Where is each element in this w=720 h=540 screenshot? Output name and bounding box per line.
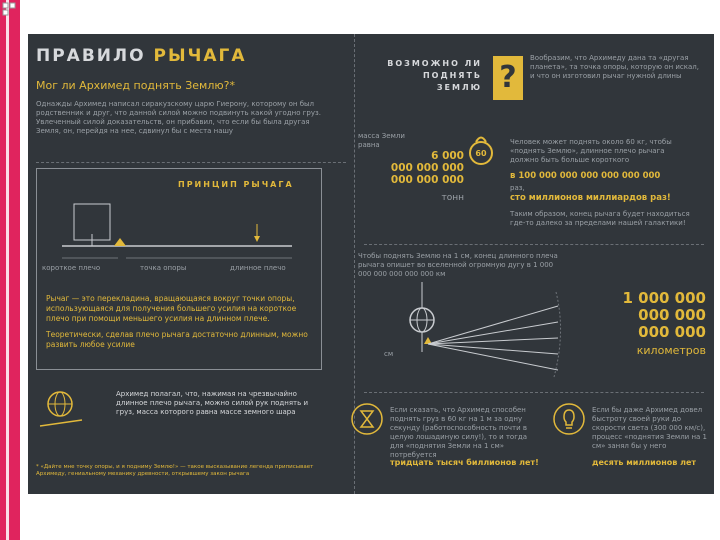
label-pivot: точка опоры <box>140 264 187 272</box>
hundred-million-text: сто миллионов миллиардов раз! <box>510 193 671 203</box>
times-prefix: в <box>510 171 516 181</box>
time-text: Если сказать, что Архимед способен поднять груз в 60 кг на 1 м за одну секунду (работоспособность почти в целую лошадиную силу!), то и тогда для «поднятия Земли на 1 см» потребуется <box>390 406 528 459</box>
possible-line-3: ЗЕМЛЮ <box>436 83 482 92</box>
mass-line-2: 000 000 000 <box>390 162 464 174</box>
km-line-2: 000 000 <box>638 306 706 324</box>
mass-line-1: 6 000 <box>431 150 464 162</box>
corner-squares-icon <box>2 2 16 16</box>
mass-unit: тонн <box>441 193 464 203</box>
left-divider-1 <box>36 162 346 163</box>
light-text: Если бы даже Архимед довел быстроту своей руки до скорости света (300 000 км/с), процесс «поднятия Земли на 1 см» занял бы у него <box>592 406 707 450</box>
km-line-1: 1 000 000 <box>622 289 706 307</box>
lever-theory: Теоретически, сделав плечо рычага достаточно длинным, можно развить любое усилие <box>46 330 308 349</box>
km-unit: километров <box>636 344 706 357</box>
lever-definition: Рычаг — это перекладина, вращающаяся вокруг точки опоры, использующаяся для получения большего усилия на короткое плечо при помощи меньшего усилия на длинном плече. <box>46 294 297 323</box>
lift-1cm-text: Чтобы поднять Землю на 1 см, конец длинного плеча рычага опишет во вселенной огромную дугу в 1 000 000 000 000 000 000 км <box>358 252 558 278</box>
lever-diagram <box>42 194 312 274</box>
globe-lever-icon <box>38 386 84 432</box>
left-accent-bar <box>0 0 20 540</box>
possible-line-2: ПОДНЯТЬ <box>422 71 482 80</box>
title-part-a: ПРАВИЛО <box>36 46 146 66</box>
time-result: тридцать тысяч биллионов лет! <box>390 458 539 467</box>
hourglass-icon <box>350 402 384 436</box>
km-line-3: 000 000 <box>638 323 706 341</box>
times-suffix: раз, <box>510 184 525 192</box>
mass-line-3: 000 000 000 <box>390 174 464 186</box>
light-result: десять миллионов лет <box>592 458 697 467</box>
footnote: * «Дайте мне точку опоры, и я подниму Землю!» — такое высказывание легенда приписывает Архимеду, гениальному механику древности, открывшему закон рычага <box>36 464 314 477</box>
imagine-text: Вообразим, что Архимеду дана та «другая планета», та точка опоры, которую он искал, и что он изготовил рычаг нужной длины <box>530 54 699 80</box>
possible-heading <box>372 58 482 94</box>
infographic-poster <box>28 34 714 494</box>
right-divider-2 <box>364 392 704 393</box>
earth-mass-value <box>356 150 464 186</box>
accent-stripe <box>6 0 9 540</box>
poster-title <box>36 46 247 66</box>
label-long-arm: длинное плечо <box>230 264 286 272</box>
times-number: 100 000 000 000 000 000 000 <box>518 171 661 181</box>
weight-badge: 60 <box>475 149 487 158</box>
archimedes-note: Архимед полагал, что, нажимая на чрезвычайно длинное плечо рычага, можно силой рук поднять и груз, масса которого равна массе земного шара <box>116 390 309 416</box>
lever-arc-diagram <box>368 282 558 382</box>
possible-line-1: ВОЗМОЖНО ЛИ <box>387 59 482 68</box>
km-value <box>556 290 706 341</box>
right-divider-1 <box>364 244 704 245</box>
title-part-b: РЫЧАГА <box>153 46 247 66</box>
principle-title: ПРИНЦИП РЫЧАГА <box>178 180 294 189</box>
lightbulb-icon <box>552 402 586 436</box>
mass-label: масса Земли равна <box>358 132 405 149</box>
galaxy-text: Таким образом, конец рычага будет находиться где-то далеко за пределами нашей галактики! <box>510 210 690 227</box>
cm-label: см <box>384 350 394 358</box>
label-short-arm: короткое плечо <box>42 264 101 272</box>
question-mark-icon: ? <box>493 56 523 100</box>
poster-subtitle: Мог ли Архимед поднять Землю?* <box>36 79 235 92</box>
times-line <box>510 172 710 181</box>
intro-text: Однажды Архимед написал сиракузскому царю Гиерону, которому он был родственник и друг, что данной силой можно подвинуть какой угодно груз. Увлеченный силой доказательств, он прибавил, что если бы была другая Земля, он, перейдя на нее, сдвинул бы с места нашу <box>36 100 321 135</box>
person-text: Человек может поднять около 60 кг, чтобы «поднять Землю», длинное плечо рычага должно быть больше короткого <box>510 138 672 164</box>
